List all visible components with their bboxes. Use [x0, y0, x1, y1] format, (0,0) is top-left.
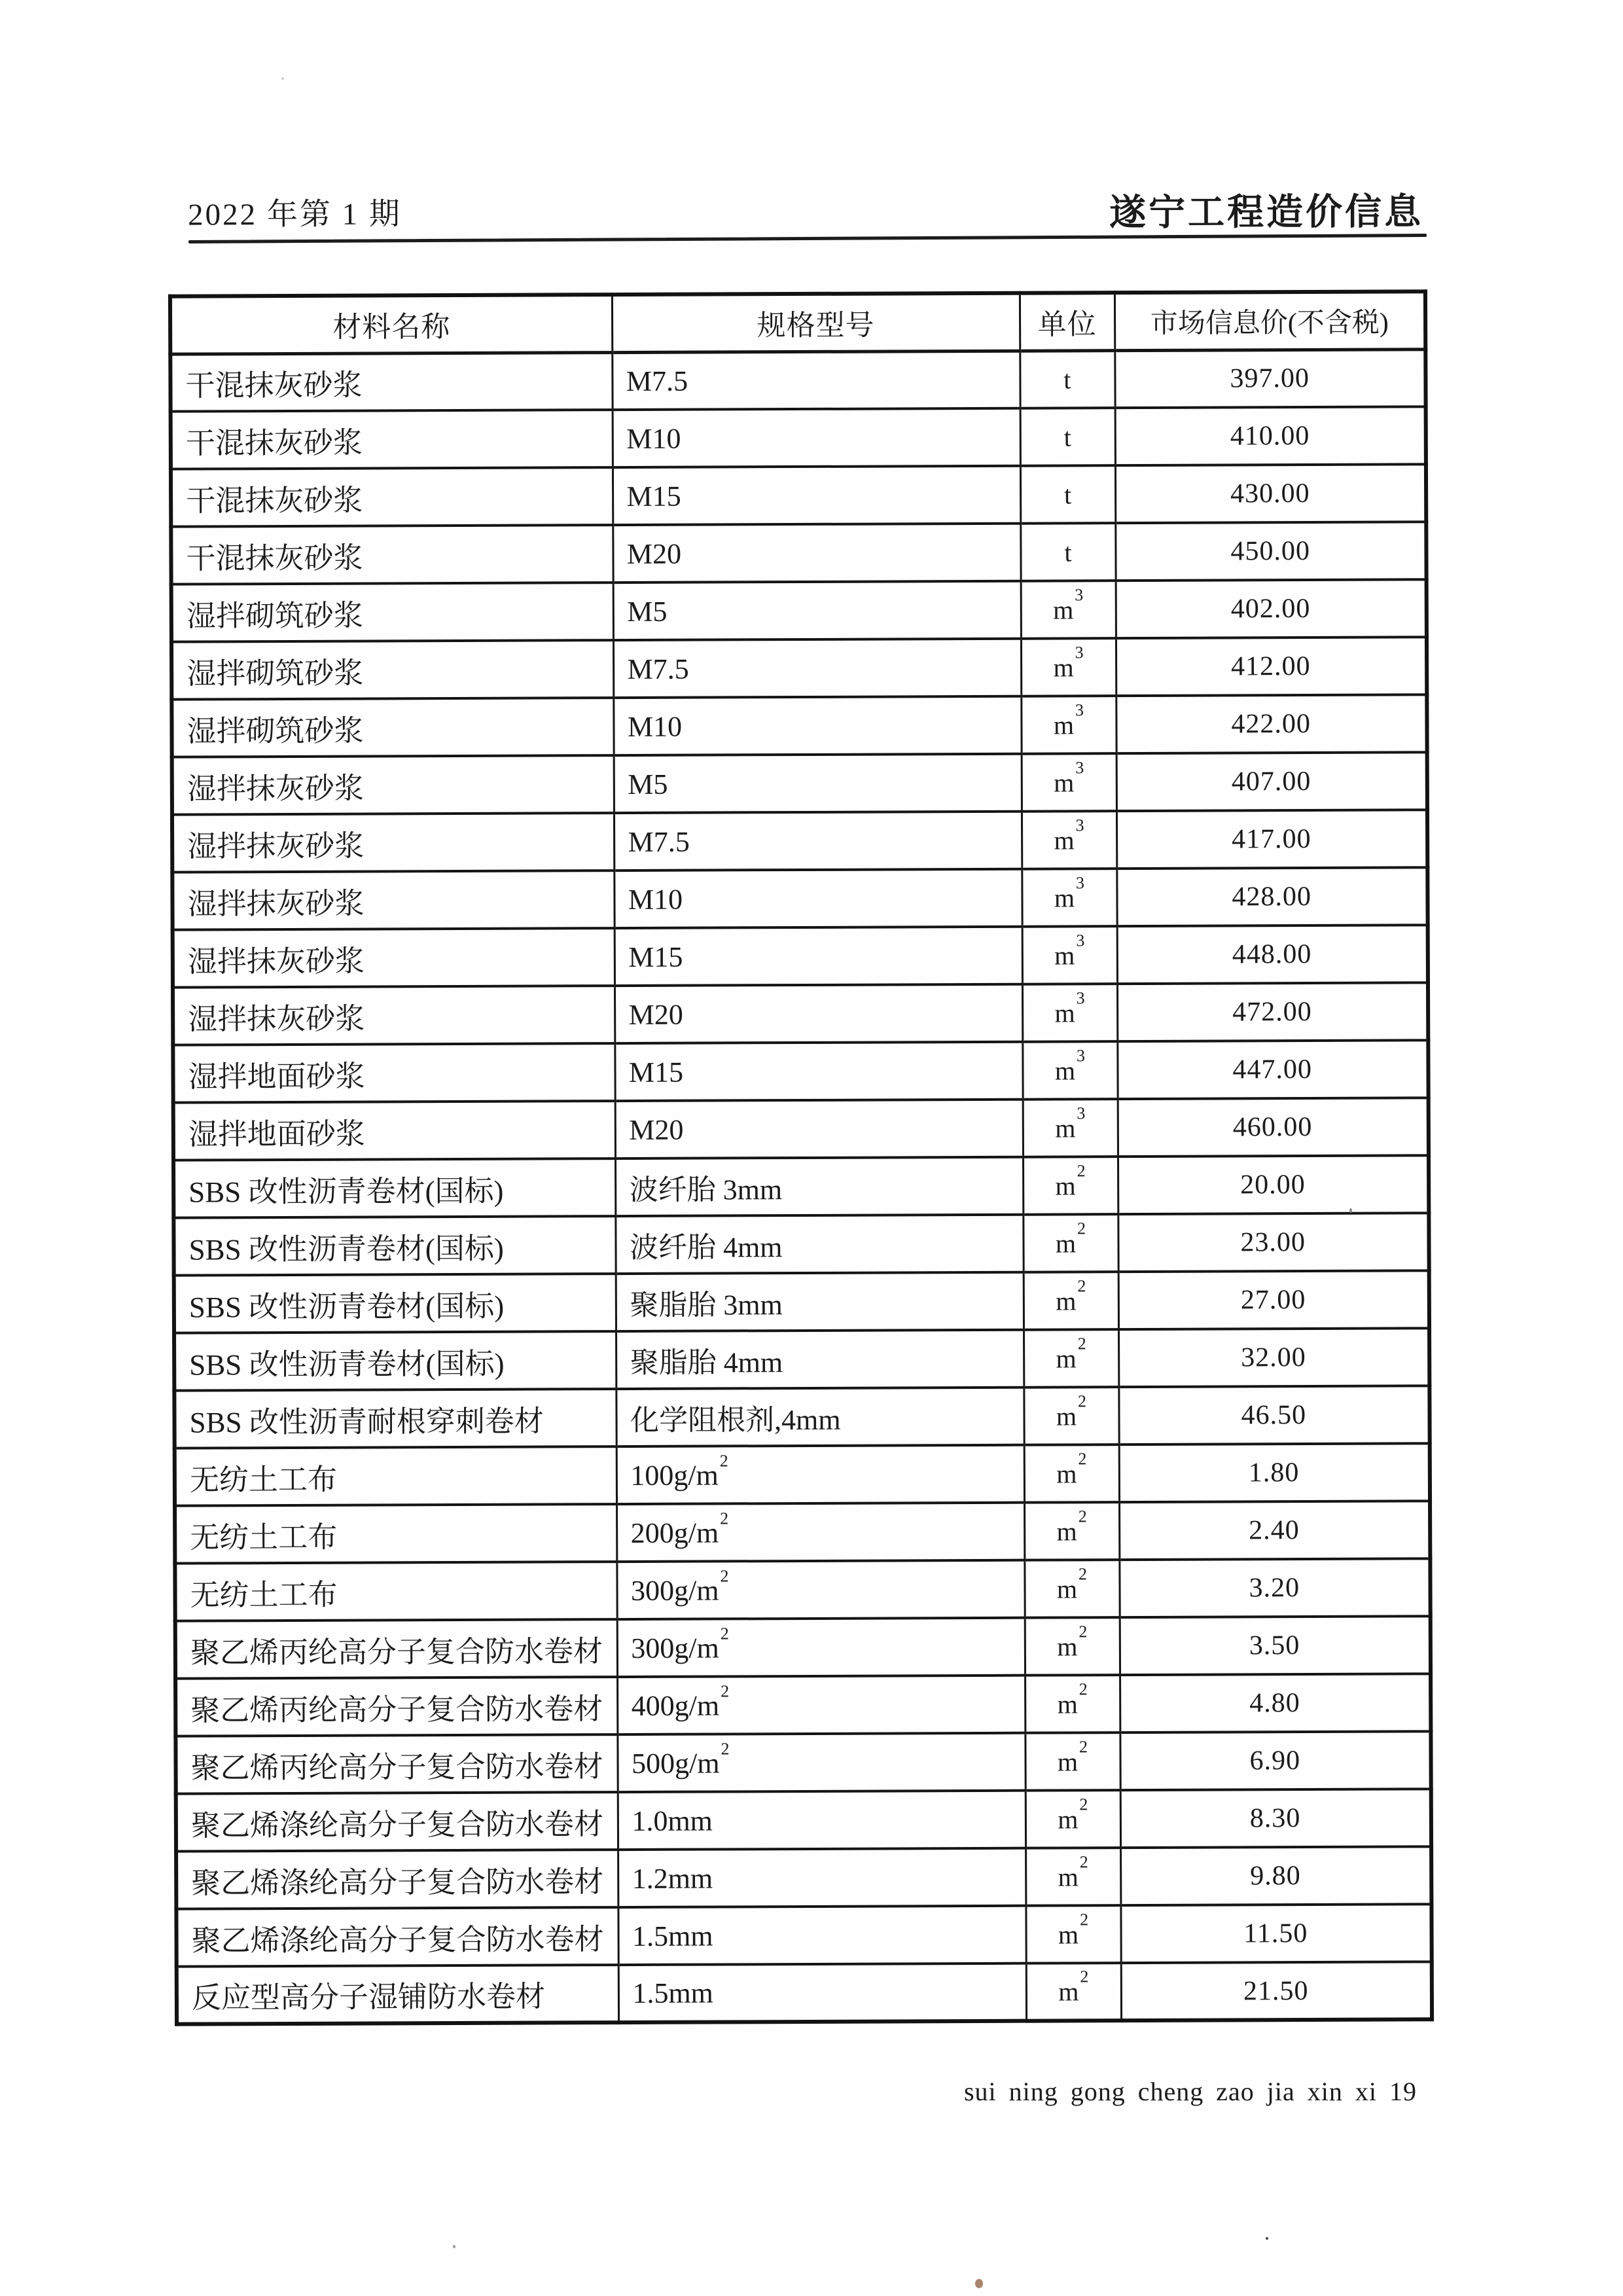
material-name-cell: 聚乙烯丙纶高分子复合防水卷材: [175, 1734, 617, 1794]
unit-cell: $m^3$: [1021, 696, 1116, 754]
table-row: [171, 406, 1426, 469]
spec-cell: $300g/m^2$: [617, 1618, 1025, 1677]
material-name-cell: 湿拌砌筑砂浆: [171, 698, 613, 757]
superscript: 2: [721, 1738, 730, 1758]
column-header: 市场信息价(不含税): [1115, 291, 1425, 350]
material-name-cell: SBS 改性沥青卷材(国标): [173, 1158, 615, 1218]
price-cell: 417.00: [1116, 810, 1427, 869]
price-cell: 397.00: [1115, 349, 1425, 408]
spec-cell: 化学阻根剂,4mm: [616, 1388, 1024, 1446]
unit-cell: $m^2$: [1024, 1387, 1118, 1445]
table-row: [172, 810, 1427, 872]
table-row: [172, 752, 1427, 814]
unit-cell: t: [1020, 350, 1115, 408]
superscript: 2: [1077, 1333, 1086, 1353]
price-cell: 20.00: [1118, 1155, 1429, 1214]
table-row: [177, 1962, 1432, 2024]
table-row: [175, 1616, 1431, 1678]
spec-cell: M7.5: [613, 639, 1021, 698]
table-row: [173, 1213, 1429, 1275]
price-cell: 23.00: [1118, 1213, 1429, 1272]
table-row: [171, 522, 1426, 584]
superscript: 2: [1079, 1736, 1088, 1756]
unit-cell: $m^3$: [1021, 638, 1116, 696]
superscript: 3: [1075, 642, 1084, 662]
unit-cell: $m^2$: [1024, 1329, 1118, 1388]
table-row: [171, 694, 1427, 757]
spec-cell: 1.5mm: [618, 1964, 1026, 2022]
spec-cell: M15: [615, 1042, 1022, 1101]
spec-cell: $400g/m^2$: [617, 1676, 1025, 1734]
spec-cell: 1.2mm: [618, 1848, 1026, 1907]
superscript: 2: [1077, 1160, 1086, 1180]
superscript: 2: [720, 1508, 729, 1528]
scan-speck: [1349, 1208, 1352, 1213]
table-row: [173, 1098, 1429, 1160]
material-name-cell: 无纺土工布: [175, 1446, 616, 1506]
spec-cell: M15: [615, 927, 1022, 986]
spec-cell: 聚脂胎 4mm: [616, 1330, 1024, 1389]
material-name-cell: 聚乙烯涤纶高分子复合防水卷材: [176, 1792, 618, 1852]
superscript: 2: [1080, 1967, 1089, 1986]
table-row: [175, 1674, 1431, 1736]
table-row: [174, 1386, 1429, 1448]
material-name-cell: 干混抹灰砂浆: [171, 410, 613, 469]
superscript: 2: [1077, 1276, 1086, 1295]
unit-cell: t: [1020, 465, 1115, 524]
material-name-cell: SBS 改性沥青卷材(国标): [174, 1331, 616, 1391]
table-row: [175, 1558, 1430, 1621]
superscript: 2: [1079, 1794, 1088, 1814]
spec-cell: M20: [615, 1100, 1023, 1158]
price-cell: 430.00: [1115, 464, 1426, 523]
table-row: [176, 1789, 1431, 1851]
price-cell: 412.00: [1116, 637, 1427, 696]
unit-cell: $m^2$: [1024, 1444, 1119, 1503]
table-row: [175, 1443, 1430, 1505]
material-name-cell: SBS 改性沥青耐根穿刺卷材: [174, 1389, 616, 1448]
spec-cell: M15: [613, 466, 1020, 525]
table-row: [176, 1846, 1431, 1909]
price-cell: 8.30: [1120, 1789, 1431, 1848]
table-row: [171, 637, 1427, 699]
superscript: 2: [1077, 1391, 1087, 1410]
price-cell: 27.00: [1118, 1270, 1429, 1329]
column-header: 规格型号: [612, 293, 1020, 352]
spec-cell: 1.0mm: [618, 1791, 1026, 1850]
table-row: [175, 1501, 1430, 1563]
unit-cell: $m^2$: [1024, 1502, 1119, 1560]
unit-cell: t: [1020, 523, 1115, 581]
unit-cell: $m^2$: [1026, 1905, 1120, 1964]
superscript: 2: [719, 1450, 728, 1470]
column-header: 单位: [1020, 293, 1115, 351]
material-name-cell: 湿拌地面砂浆: [173, 1101, 615, 1160]
superscript: 3: [1076, 1045, 1086, 1065]
price-cell: 402.00: [1116, 579, 1427, 638]
issue-label: 2022 年第 1 期: [187, 197, 402, 232]
spec-cell: $300g/m^2$: [616, 1560, 1024, 1619]
table-row: [173, 1155, 1429, 1217]
superscript: 2: [1078, 1564, 1088, 1583]
table-row: [174, 1328, 1429, 1390]
unit-cell: $m^3$: [1021, 581, 1116, 639]
unit-cell: $m^3$: [1022, 1041, 1117, 1100]
price-cell: 428.00: [1116, 867, 1427, 926]
spec-cell: M20: [615, 984, 1022, 1043]
material-name-cell: SBS 改性沥青卷材(国标): [174, 1274, 616, 1333]
spec-cell: 波纤胎 4mm: [615, 1215, 1023, 1274]
superscript: 2: [720, 1566, 729, 1585]
table-row: [174, 1270, 1429, 1333]
superscript: 3: [1076, 930, 1085, 950]
price-cell: 3.20: [1119, 1558, 1430, 1617]
superscript: 2: [1079, 1852, 1088, 1871]
price-cell: 1.80: [1119, 1443, 1430, 1502]
unit-cell: $m^3$: [1023, 1099, 1118, 1157]
spec-cell: $100g/m^2$: [616, 1445, 1024, 1504]
price-cell: 472.00: [1117, 982, 1428, 1041]
table-row: [171, 464, 1426, 526]
unit-cell: $m^2$: [1025, 1617, 1120, 1676]
unit-cell: $m^2$: [1023, 1157, 1118, 1215]
unit-cell: $m^2$: [1025, 1732, 1120, 1791]
superscript: 3: [1075, 700, 1084, 719]
material-name-cell: 湿拌抹灰砂浆: [173, 928, 615, 988]
spec-cell: M10: [613, 408, 1020, 467]
unit-cell: $m^3$: [1022, 984, 1117, 1042]
price-cell: 407.00: [1116, 752, 1427, 811]
price-cell: 447.00: [1117, 1040, 1428, 1099]
price-cell: 32.00: [1118, 1328, 1429, 1387]
material-name-cell: 干混抹灰砂浆: [170, 352, 612, 412]
spec-cell: M5: [613, 581, 1021, 640]
superscript: 3: [1077, 1103, 1086, 1122]
unit-cell: $m^2$: [1024, 1272, 1118, 1330]
superscript: 3: [1076, 988, 1085, 1007]
price-cell: 450.00: [1115, 522, 1426, 581]
table-row: [173, 1040, 1428, 1102]
material-name-cell: 聚乙烯丙纶高分子复合防水卷材: [175, 1677, 617, 1736]
material-name-cell: 聚乙烯涤纶高分子复合防水卷材: [176, 1850, 618, 1909]
price-cell: 2.40: [1119, 1501, 1430, 1560]
material-name-cell: 湿拌砌筑砂浆: [171, 640, 613, 700]
price-cell: 6.90: [1120, 1731, 1431, 1790]
material-name-cell: 干混抹灰砂浆: [171, 467, 613, 527]
table-row: [172, 867, 1427, 929]
spec-cell: M10: [613, 696, 1021, 755]
material-name-cell: SBS 改性沥青卷材(国标): [173, 1216, 615, 1276]
unit-cell: $m^3$: [1022, 753, 1116, 812]
price-cell: 410.00: [1115, 406, 1426, 465]
material-name-cell: 无纺土工布: [175, 1504, 616, 1564]
price-cell: 46.50: [1118, 1386, 1429, 1444]
price-cell: 460.00: [1118, 1098, 1429, 1157]
superscript: 2: [1078, 1506, 1087, 1526]
material-name-cell: 湿拌地面砂浆: [173, 1043, 615, 1103]
table-row: [175, 1731, 1431, 1793]
price-cell: 4.80: [1120, 1674, 1431, 1732]
spec-cell: M5: [614, 754, 1022, 813]
material-name-cell: 湿拌抹灰砂浆: [173, 986, 615, 1045]
unit-cell: $m^3$: [1022, 811, 1116, 869]
unit-cell: $m^3$: [1022, 869, 1116, 927]
superscript: 3: [1075, 815, 1084, 834]
material-name-cell: 反应型高分子湿铺防水卷材: [177, 1965, 618, 2024]
material-name-cell: 湿拌抹灰砂浆: [172, 755, 614, 815]
scan-speck: [1266, 2237, 1268, 2240]
scan-speck: [975, 2279, 983, 2288]
column-header: 材料名称: [170, 295, 612, 354]
price-cell: 422.00: [1116, 694, 1427, 753]
unit-cell: $m^2$: [1024, 1560, 1119, 1618]
price-cell: 448.00: [1117, 925, 1428, 984]
table-row: [173, 982, 1428, 1045]
superscript: 2: [1079, 1679, 1088, 1698]
material-name-cell: 干混抹灰砂浆: [171, 525, 613, 584]
superscript: 2: [1077, 1218, 1086, 1238]
superscript: 2: [1079, 1909, 1089, 1929]
table-header-row: [170, 291, 1425, 353]
unit-cell: t: [1020, 408, 1115, 466]
superscript: 2: [720, 1623, 729, 1643]
material-name-cell: 湿拌抹灰砂浆: [172, 870, 614, 930]
header-rule: [188, 234, 1427, 243]
superscript: 3: [1075, 757, 1084, 777]
unit-cell: $m^3$: [1022, 926, 1117, 984]
superscript: 2: [721, 1681, 730, 1700]
material-name-cell: 湿拌砌筑砂浆: [171, 583, 613, 642]
unit-cell: $m^2$: [1026, 1790, 1120, 1848]
material-name-cell: 无纺土工布: [175, 1562, 616, 1621]
spec-cell: M7.5: [612, 351, 1020, 410]
table-row: [171, 579, 1427, 641]
price-cell: 11.50: [1120, 1904, 1431, 1963]
superscript: 3: [1075, 872, 1085, 892]
unit-cell: $m^2$: [1026, 1963, 1121, 2021]
journal-title: 遂宁工程造价信息: [1109, 192, 1424, 234]
spec-cell: $200g/m^2$: [616, 1503, 1024, 1562]
price-table: [168, 289, 1434, 2026]
superscript: 2: [1078, 1448, 1087, 1468]
spec-cell: 聚脂胎 3mm: [616, 1272, 1024, 1331]
superscript: 2: [1079, 1621, 1088, 1641]
table-row: [176, 1904, 1431, 1966]
unit-cell: $m^2$: [1023, 1214, 1118, 1272]
price-cell: 9.80: [1120, 1846, 1431, 1905]
spec-cell: M10: [614, 869, 1022, 928]
unit-cell: $m^2$: [1026, 1848, 1120, 1906]
table-row: [170, 349, 1425, 411]
scan-speck: [281, 77, 284, 80]
price-cell: 21.50: [1121, 1962, 1432, 2020]
page-footer: sui ning gong cheng zao jia xin xi 19: [963, 2077, 1417, 2106]
scan-speck: [453, 2245, 455, 2248]
spec-cell: M7.5: [614, 812, 1022, 870]
material-name-cell: 湿拌抹灰砂浆: [172, 813, 614, 872]
spec-cell: 1.5mm: [618, 1906, 1026, 1965]
material-name-cell: 聚乙烯丙纶高分子复合防水卷材: [175, 1619, 617, 1679]
spec-cell: $500g/m^2$: [617, 1733, 1025, 1792]
material-name-cell: 聚乙烯涤纶高分子复合防水卷材: [176, 1907, 618, 1967]
price-cell: 3.50: [1120, 1616, 1431, 1675]
spec-cell: 波纤胎 3mm: [615, 1157, 1023, 1216]
spec-cell: M20: [613, 524, 1020, 583]
table-row: [173, 925, 1428, 987]
superscript: 3: [1075, 584, 1084, 604]
unit-cell: $m^2$: [1025, 1675, 1120, 1733]
